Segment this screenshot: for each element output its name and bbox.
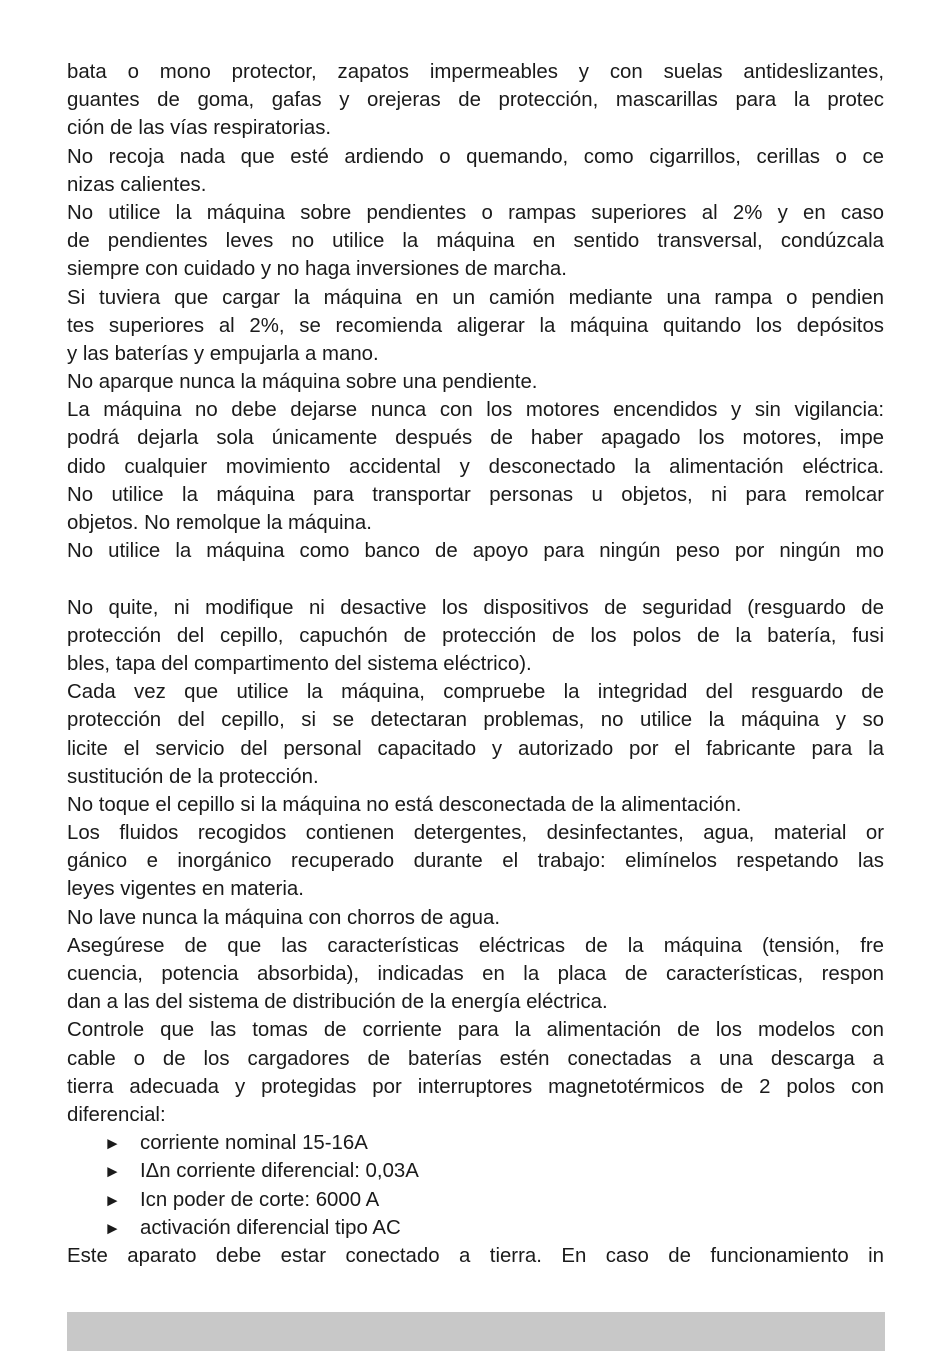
text-line: No aparque nunca la máquina sobre una pendiente.	[67, 371, 538, 394]
text-line: tes superiores al 2%, se recomienda aligerar la máquina quitando los depósitos	[67, 314, 884, 337]
bullet-text: Icn poder de corte: 6000 A	[140, 1188, 380, 1211]
text-line: protección del cepillo, capuchón de protección de los polos de la batería, fusi	[67, 624, 884, 647]
triangle-bullet-icon: ►	[104, 1162, 121, 1182]
text-line: sustitución de la protección.	[67, 765, 319, 788]
text-line: No lave nunca la máquina con chorros de agua.	[67, 906, 501, 929]
bullet-text: IΔn corriente diferencial: 0,03A	[140, 1160, 419, 1183]
text-line: bles, tapa del compartimento del sistema eléctrico).	[67, 652, 532, 675]
text-line: cable o de los cargadores de baterías estén conectadas a una descarga a	[67, 1047, 884, 1070]
text-line: dan a las del sistema de distribución de la energía eléctrica.	[67, 991, 608, 1014]
text-line: y las baterías y empujarla a mano.	[67, 342, 379, 365]
bullet-list	[67, 1129, 884, 1242]
text-line: Asegúrese de que las características eléctricas de la máquina (tensión, fre	[67, 934, 884, 957]
text-line: No utilice la máquina para transportar personas u objetos, ni para remolcar	[67, 483, 884, 506]
blank-line	[67, 565, 884, 593]
bullet-text: corriente nominal 15-16A	[140, 1132, 368, 1155]
text-line: licite el servicio del personal capacitado y autorizado por el fabricante para la	[67, 737, 884, 760]
text-line: bata o mono protector, zapatos impermeables y con suelas antideslizantes,	[67, 61, 884, 83]
text-line: Controle que las tomas de corriente para la alimentación de los modelos con	[67, 1019, 884, 1042]
text-line: No utilice la máquina sobre pendientes o rampas superiores al 2% y en caso	[67, 201, 884, 224]
text-line: cuencia, potencia absorbida), indicadas en la placa de características, respon	[67, 963, 884, 985]
footer-bar	[67, 1312, 885, 1351]
text-line: guantes de goma, gafas y orejeras de protección, mascarillas para la protec	[67, 89, 884, 112]
bullet-item	[67, 1129, 884, 1157]
text-line: leyes vigentes en materia.	[67, 878, 304, 901]
text-line: tierra adecuada y protegidas por interruptores magnetotérmicos de 2 polos con	[67, 1075, 884, 1098]
text-line: La máquina no debe dejarse nunca con los motores encendidos y sin vigilancia:	[67, 399, 884, 422]
paragraph-block	[67, 58, 884, 1129]
text-line: Si tuviera que cargar la máquina en un camión mediante una rampa o pendien	[67, 286, 884, 309]
text-line: ción de las vías respiratorias.	[67, 117, 332, 140]
text-line: Los fluidos recogidos contienen detergentes, desinfectantes, agua, material or	[67, 822, 884, 845]
text-line: No utilice la máquina como banco de apoyo para ningún peso por ningún mo	[67, 540, 884, 563]
text-line: podrá dejarla sola únicamente después de haber apagado los motores, impe	[67, 427, 884, 450]
text-line: dido cualquier movimiento accidental y desconectado la alimentación eléctrica.	[67, 455, 884, 478]
triangle-bullet-icon: ►	[104, 1190, 121, 1210]
bullet-item	[67, 1214, 884, 1242]
text-line: de pendientes leves no utilice la máquina en sentido transversal, condúzcala	[67, 230, 884, 253]
closing-line: Este aparato debe estar conectado a tierra. En caso de funcionamiento in	[67, 1244, 884, 1267]
text-line: siempre con cuidado y no haga inversiones de marcha.	[67, 258, 567, 281]
document-body	[67, 58, 884, 1270]
text-line: protección del cepillo, si se detectaran problemas, no utilice la máquina y so	[67, 709, 884, 732]
text-line: objetos. No remolque la máquina.	[67, 512, 372, 534]
bullet-item	[67, 1157, 884, 1185]
text-line: No recoja nada que esté ardiendo o quemando, como cigarrillos, cerillas o ce	[67, 145, 884, 168]
text-line: No quite, ni modifique ni desactive los dispositivos de seguridad (resguardo de	[67, 596, 884, 619]
bullet-item	[67, 1186, 884, 1214]
text-line: diferencial:	[67, 1103, 166, 1126]
text-line: nizas calientes.	[67, 173, 207, 196]
triangle-bullet-icon: ►	[104, 1218, 121, 1238]
triangle-bullet-icon: ►	[104, 1134, 121, 1154]
bullet-text: activación diferencial tipo AC	[140, 1216, 401, 1239]
text-line: No toque el cepillo si la máquina no está desconectada de la alimentación.	[67, 793, 742, 816]
text-line: Cada vez que utilice la máquina, compruebe la integridad del resguardo de	[67, 681, 884, 704]
text-line: gánico e inorgánico recuperado durante el trabajo: elimínelos respetando las	[67, 850, 884, 873]
